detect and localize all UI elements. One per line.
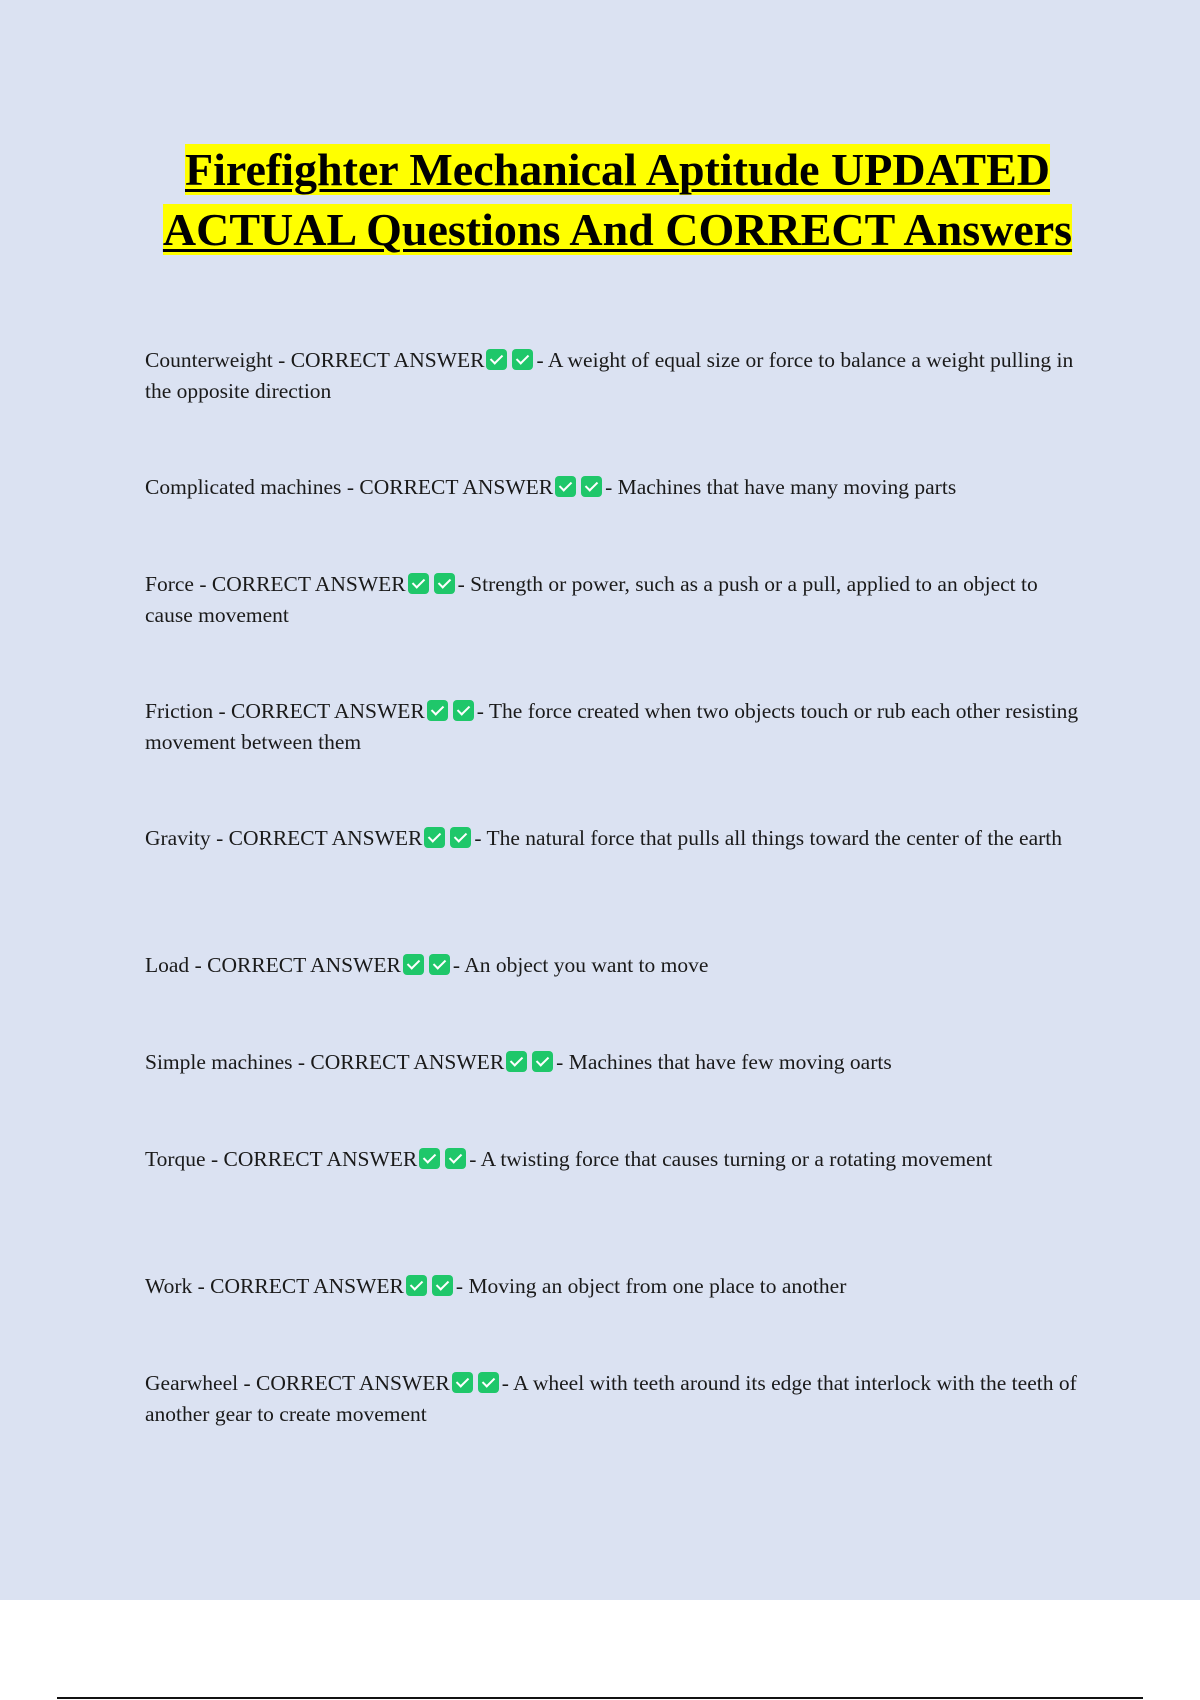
term: Force xyxy=(145,572,194,596)
check-icon xyxy=(445,1148,466,1169)
qa-item: Load - CORRECT ANSWER - An object you want to move xyxy=(145,953,709,977)
term: Complicated machines xyxy=(145,475,342,499)
term: Counterweight xyxy=(145,348,273,372)
term: Work xyxy=(145,1274,193,1298)
term: Gearwheel xyxy=(145,1371,239,1395)
check-icon xyxy=(506,1051,527,1072)
qa-item: Counterweight - CORRECT ANSWER - A weight of equal size or force to balance a weight pulling in the opposite direction xyxy=(145,348,1074,403)
footer-divider xyxy=(57,1697,1143,1699)
check-icon xyxy=(581,476,602,497)
check-icon xyxy=(532,1051,553,1072)
check-icon xyxy=(432,1275,453,1296)
qa-item: Simple machines - CORRECT ANSWER - Machines that have few moving oarts xyxy=(145,1050,892,1074)
check-icon xyxy=(403,954,424,975)
term: Simple machines xyxy=(145,1050,293,1074)
answer-marker: CORRECT ANSWER xyxy=(256,1371,450,1395)
check-icon xyxy=(406,1275,427,1296)
definition: The natural force that pulls all things toward the center of the earth xyxy=(486,826,1063,850)
term: Torque xyxy=(145,1147,206,1171)
definition: A twisting force that causes turning or a rotating movement xyxy=(480,1147,993,1171)
check-icon xyxy=(555,476,576,497)
term: Friction xyxy=(145,699,214,723)
definition: The force created when two objects touch or rub each other resisting movement between them xyxy=(145,699,1079,754)
definition: Moving an object from one place to another xyxy=(468,1274,847,1298)
answer-marker: CORRECT ANSWER xyxy=(207,953,401,977)
check-icon xyxy=(429,954,450,975)
title-highlight: Firefighter Mechanical Aptitude UPDATED ACTUAL Questions And CORRECT Answers xyxy=(162,144,1073,255)
check-icon xyxy=(478,1372,499,1393)
answer-marker: CORRECT ANSWER xyxy=(310,1050,505,1074)
answer-marker: CORRECT ANSWER xyxy=(210,1274,404,1298)
check-icon xyxy=(424,827,445,848)
definition: Machines that have many moving parts xyxy=(617,475,957,499)
qa-item: Force - CORRECT ANSWER - Strength or power, such as a push or a pull, applied to an object to cause movement xyxy=(145,572,1038,627)
qa-item: Gearwheel - CORRECT ANSWER - A wheel with teeth around its edge that interlock with the teeth of another gear to create movement xyxy=(145,1371,1077,1426)
definition: Strength or power, such as a push or a pull, applied to an object to cause movement xyxy=(145,572,1038,627)
check-icon xyxy=(408,573,429,594)
definition: Machines that have few moving oarts xyxy=(568,1050,892,1074)
qa-item: Work - CORRECT ANSWER - Moving an object from one place to another xyxy=(145,1274,847,1298)
definition: A weight of equal size or force to balance a weight pulling in the opposite direction xyxy=(145,348,1074,403)
term: Load xyxy=(145,953,190,977)
answer-marker: CORRECT ANSWER xyxy=(211,572,406,596)
check-icon xyxy=(450,827,471,848)
qa-item: Torque - CORRECT ANSWER - A twisting force that causes turning or a rotating movement xyxy=(145,1147,993,1171)
answer-marker: CORRECT ANSWER xyxy=(228,826,423,850)
answer-marker: CORRECT ANSWER xyxy=(223,1147,418,1171)
answer-marker: CORRECT ANSWER xyxy=(359,475,554,499)
definition: A wheel with teeth around its edge that interlock with the teeth of another gear to create movement xyxy=(145,1371,1077,1426)
answer-marker: CORRECT ANSWER xyxy=(231,699,425,723)
qa-item: Gravity - CORRECT ANSWER - The natural force that pulls all things toward the center of the earth xyxy=(145,826,1063,850)
check-icon xyxy=(512,349,533,370)
check-icon xyxy=(427,700,448,721)
term: Gravity xyxy=(145,826,211,850)
check-icon xyxy=(486,349,507,370)
check-icon xyxy=(453,700,474,721)
check-icon xyxy=(419,1148,440,1169)
answer-marker: CORRECT ANSWER xyxy=(290,348,485,372)
qa-item: Friction - CORRECT ANSWER - The force created when two objects touch or rub each other resisting movement between them xyxy=(145,699,1079,754)
qa-item: Complicated machines - CORRECT ANSWER - Machines that have many moving parts xyxy=(145,475,957,499)
check-icon xyxy=(452,1372,473,1393)
check-icon xyxy=(434,573,455,594)
definition: An object you want to move xyxy=(464,953,709,977)
document-title xyxy=(130,140,1105,260)
